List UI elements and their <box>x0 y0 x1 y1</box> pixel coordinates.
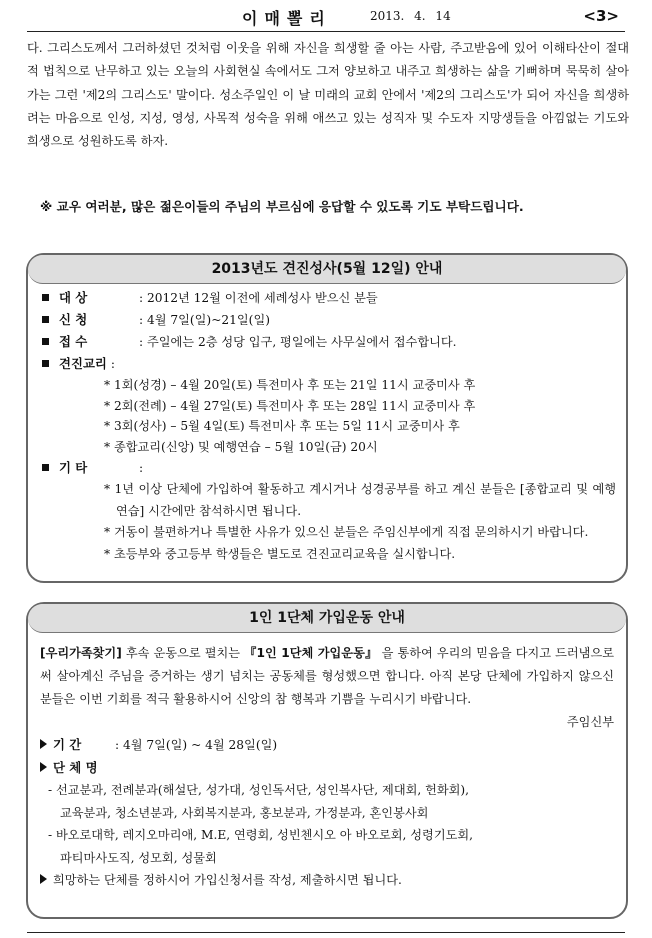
triangle-bullet-icon <box>40 874 47 884</box>
intro-paragraph: 다. 그리스도께서 그러하셨던 것처럼 이웃을 위해 자신을 희생할 줄 아는 사람, 주고받음에 있어 이해타산이 절대적 법칙으로 난무하고 있는 오늘의 사회현실 속에서도 그저 양보하고 내주고 희생하는 삶을 기뻐하며 묵묵히 살아가는 그런 '제2의 그리스도' 말이다. 성소주일인 이 날 미래의 교회 안에서 '제2의 그리스도'가 되어 자신을 희생하려는 마음으로 인성, 지성, 영성, 사목적 성숙을 위해 애쓰고 있는 성직자 및 수도자 지망생들을 아낌없는 기도와 희생으로 성원하도록 하자. <box>27 41 629 149</box>
info-reception: 접 수 : 주일에는 2층 성당 입구, 평일에는 사무실에서 접수합니다. <box>42 331 616 353</box>
square-bullet-icon <box>42 294 49 301</box>
signature: 주임신부 <box>566 715 614 729</box>
bulletin-title: 이매뽈리 <box>242 9 332 28</box>
group-list-line: 파티마사도직, 성모회, 성물회 <box>60 850 217 865</box>
group-join-title: 1인 1단체 가입운동 안내 <box>28 604 626 633</box>
info-other: 기 타 : <box>42 457 616 479</box>
group-list-line: 교육분과, 청소년분과, 사회복지분과, 홍보분과, 가정분과, 혼인봉사회 <box>60 805 429 820</box>
issue-date: 2013. 4. 14 <box>370 9 451 23</box>
square-bullet-icon <box>42 338 49 345</box>
info-application: 신 청 : 4월 7일(일)~21일(일) <box>42 309 616 331</box>
confirmation-title: 2013년도 견진성사(5월 12일) 안내 <box>28 255 626 284</box>
intro-text <box>27 37 629 153</box>
group-join-body <box>40 642 614 892</box>
triangle-bullet-icon <box>40 762 47 772</box>
page-number: <3> <box>583 7 619 25</box>
closing-row: 희망하는 단체를 정하시어 가입신청서를 작성, 제출하시면 됩니다. <box>40 869 614 892</box>
confirmation-box <box>26 253 628 583</box>
schedule-item: * 3회(성사) – 5월 4일(토) 특전미사 후 또는 5일 11시 교중미사 후 <box>104 419 460 433</box>
footer-divider <box>27 932 625 933</box>
group-join-paragraph: [우리가족찾기] 후속 운동으로 펼치는 『1인 1단체 가입운동』 을 통하여 우리의 믿음을 다지고 드러냄으로써 살아계신 주님을 증거하는 생기 넘치는 공동체를 형성했으면 합니다. 아직 본당 단체에 가입하지 않으신 분들은 이번 기회를 적극 활용하시어 신앙의 참 행복과 기쁨을 누리시기 바랍니다. <box>40 646 614 706</box>
square-bullet-icon <box>42 316 49 323</box>
schedule-item: * 2회(전례) – 4월 27일(토) 특전미사 후 또는 28일 11시 교중미사 후 <box>104 398 476 413</box>
prayer-notice: ※ 교우 여러분, 많은 젊은이들의 주님의 부르심에 응답할 수 있도록 기도 부탁드립니다. <box>40 199 524 214</box>
info-target: 대 상 : 2012년 12월 이전에 세례성사 받으신 분들 <box>42 287 616 309</box>
square-bullet-icon <box>42 464 49 471</box>
group-list-line: - 선교분과, 전례분과(해설단, 성가대, 성인독서단, 성인복사단, 제대회, 헌화회), <box>48 783 470 797</box>
square-bullet-icon <box>42 360 49 367</box>
other-note: * 초등부와 중고등부 학생들은 별도로 견진교리교육을 실시합니다. <box>104 546 456 561</box>
info-catechesis: 견진교리 : <box>42 353 616 375</box>
other-note: * 거동이 불편하거나 특별한 사유가 있으신 분들은 주임신부에게 직접 문의하시기 바랍니다. <box>104 525 589 540</box>
confirmation-body <box>42 287 616 565</box>
group-list-line: - 바오로대학, 레지오마리애, M.E, 연령회, 성빈첸시오 아 바오로회, 성령기도회, <box>48 828 474 842</box>
period-row: 기 간 : 4월 7일(일) ~ 4월 28일(일) <box>40 734 614 757</box>
schedule-item: * 종합교리(신앙) 및 예행연습 – 5월 10일(금) 20시 <box>104 439 378 454</box>
header-divider <box>27 31 625 32</box>
triangle-bullet-icon <box>40 739 47 749</box>
schedule-item: * 1회(성경) – 4월 20일(토) 특전미사 후 또는 21일 11시 교중미사 후 <box>104 378 476 392</box>
other-note: * 1년 이상 단체에 가입하여 활동하고 계시거나 성경공부를 하고 계신 분들은 [종합교리 및 예행연습] 시간에만 참석하시면 됩니다. <box>104 482 616 518</box>
page-header <box>27 6 625 30</box>
groups-row: 단 체 명 <box>40 757 614 780</box>
group-join-box <box>26 602 628 919</box>
